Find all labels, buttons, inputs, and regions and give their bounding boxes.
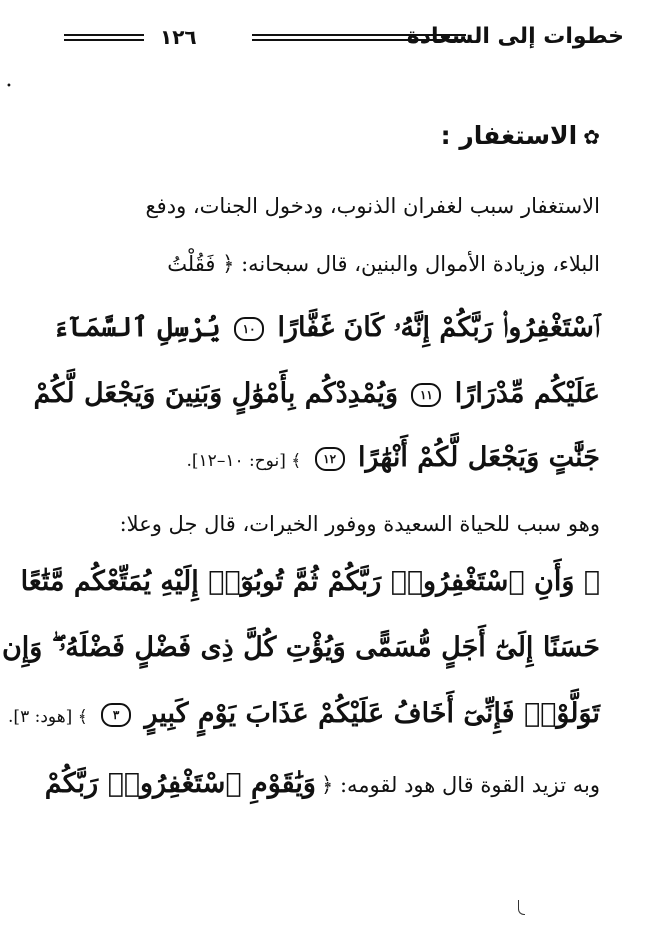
section-title: الاستغفار :: [440, 121, 578, 150]
verse-number-12: ١٢: [315, 447, 345, 471]
verse-line-9: [8, 692, 600, 739]
verse-text: تَوَلَّوْا۟ فَإِنِّىٓ أَخَافُ عَلَيْكُمْ عَذَابَ يَوْمٍ كَبِيرٍ: [144, 698, 600, 729]
verse-line-3: [44, 306, 600, 350]
paragraph-line-2: البلاء، وزيادة الأموال والبنين، قال سبحانه: ﴿ فَقُلْتُ: [167, 252, 600, 276]
header-rule-right: [252, 34, 466, 41]
page-number: ١٢٦: [160, 25, 197, 49]
header-rule-left: [64, 34, 144, 41]
verse-number-3: ٣: [101, 703, 131, 727]
verse-line-7: ﴿ وَأَنِ ٱسْتَغْفِرُوا۟ رَبَّكُمْ ثُمَّ تُوبُوٓا۟ إِلَيْهِ يُمَتِّعْكُم مَّتَٰعًا: [20, 566, 600, 597]
verse-text: وَيُمْدِدْكُم بِأَمْوَٰلٍ وَبَنِينَ وَيَجْعَل لَّكُمْ: [33, 378, 398, 409]
verse-line-4: [33, 372, 600, 416]
verse-text: وَيَٰقَوْمِ ٱسْتَغْفِرُوا۟ رَبَّكُمْ: [44, 768, 316, 799]
verse-text: عَلَيْكُم مِّدْرَارًا: [454, 378, 600, 409]
book-title: خطوات إلى السعادة: [406, 24, 624, 49]
margin-dot: •: [6, 81, 12, 92]
verse-text: جَنَّٰتٍ وَيَجْعَل لَّكُمْ أَنْهَٰرًا: [358, 442, 600, 473]
paragraph-line-6: وهو سبب للحياة السعيدة ووفور الخيرات، قال جل وعلا:: [119, 512, 600, 536]
paragraph-line-10: [44, 762, 600, 806]
verse-text: ٱسْتَغْفِرُوا۟ رَبَّكُمْ إِنَّهُۥ كَانَ غَفَّارًا: [277, 312, 600, 343]
bottom-margin-mark: [518, 900, 525, 915]
citation-nuh: ﴾ [نوح: ١٠–١٢].: [186, 451, 302, 471]
prose-text: وبه تزيد القوة قال هود لقومه: ﴿: [320, 773, 600, 797]
verse-line-8: حَسَنًا إِلَىٰٓ أَجَلٍ مُّسَمًّى وَيُؤْتِ كُلَّ ذِى فَضْلٍ فَضْلَهُۥ ۖ وَإِن: [1, 632, 600, 663]
verse-number-11: ١١: [411, 383, 441, 407]
paragraph-line-1: الاستغفار سبب لغفران الذنوب، ودخول الجنات، ودفع: [145, 194, 600, 218]
verse-text: يُرْسِلِ ٱلسَّمَآءَ: [53, 312, 221, 343]
verse-number-10: ١٠: [234, 317, 264, 341]
section-heading: [441, 118, 600, 155]
verse-line-5: [44, 436, 600, 483]
citation-hud: ﴾ [هود: ٣].: [8, 707, 88, 727]
running-header: [64, 22, 624, 56]
flower-ornament-icon: ✿: [583, 125, 600, 149]
